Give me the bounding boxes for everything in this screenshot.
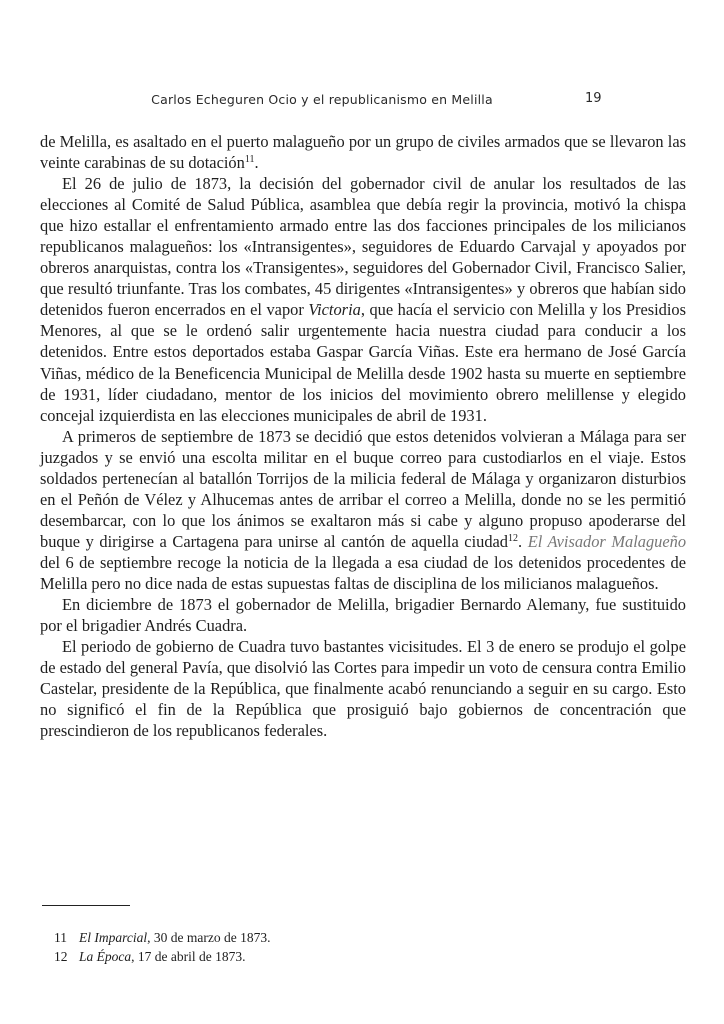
footnote-number: 12 xyxy=(54,949,68,964)
paragraph-text: . xyxy=(518,531,528,551)
footnote-source: La Época xyxy=(79,949,132,964)
footnote-number: 11 xyxy=(54,930,67,945)
paragraph xyxy=(40,173,686,426)
newspaper-name: El Avisador Malagueño xyxy=(527,531,687,551)
footnote-reference: 11 xyxy=(244,154,255,166)
footnotes xyxy=(54,928,654,966)
paragraph-text: El periodo de gobierno de Cuadra tuvo bastantes vicisitudes. El 3 de enero se produjo el golpe de estado del general Pavía, que disolvió las Cortes para impedir un voto de censura contra Emilio Castelar, presidente de la República, que finalmente acabó renunciando a seguir en su cargo. Esto no significó el fin de la República que prosiguió bajo gobiernos de concentración que prescindieron de los republicanos federales. xyxy=(40,637,686,741)
paragraph-text: del 6 de septiembre recoge la noticia de la llegada a esa ciudad de los detenidos procedentes de Melilla pero no dice nada de estas supuestas faltas de disciplina de los milicianos malagueños. xyxy=(40,552,686,593)
paragraph-text: . xyxy=(254,153,259,173)
footnote-divider xyxy=(42,905,130,906)
footnote-text: , 17 de abril de 1873. xyxy=(131,949,246,964)
paragraph-text: En diciembre de 1873 el gobernador de Melilla, brigadier Bernardo Alemany, fue sustituido por el brigadier Andrés Cuadra. xyxy=(40,595,686,636)
footnote-reference: 12 xyxy=(508,532,519,544)
ship-name: Victoria xyxy=(308,300,361,320)
paragraph xyxy=(40,426,686,594)
paragraph-text: de Melilla, es asaltado en el puerto malagueño por un grupo de civiles armados que se llevaron las veinte carabinas de su dotación xyxy=(40,132,686,173)
paragraph-text: El 26 de julio de 1873, la decisión del gobernador civil de anular los resultados de las elecciones al Comité de Salud Pública, asamblea que debía regir la provincia, motivó la chispa que hizo estallar el enfrentamiento armado entre las dos facciones principales de los milicianos republicanos malagueños: los «Intransigentes», seguidores de Eduardo Carvajal y apoyados por obreros anarquistas, contra los «Transigentes», seguidores del Gobernador Civil, Francisco Salier, que resultó triunfante. Tras los combates, 45 dirigentes «Intransigentes» y obreros que habían sido detenidos fueron encerrados en el vapor xyxy=(40,174,686,320)
footnote-text: , 30 de marzo de 1873. xyxy=(147,930,271,945)
running-header: Carlos Echeguren Ocio y el republicanismo en Melilla xyxy=(151,92,493,107)
paragraph xyxy=(40,594,686,636)
paragraph xyxy=(40,636,686,741)
page-number: 19 xyxy=(585,91,602,106)
body-text xyxy=(40,131,686,741)
footnote xyxy=(54,928,654,947)
footnote xyxy=(54,947,654,966)
footnote-source: El Imparcial xyxy=(79,930,148,945)
paragraph-text: , que hacía el servicio con Melilla y los Presidios Menores, al que se le ordenó salir urgentemente hacia nuestra ciudad para conducir a los detenidos. Entre estos deportados estaba Gaspar García Viñas. Este era hermano de José García Viñas, médico de la Beneficencia Municipal de Melilla desde 1902 hasta su muerte en septiembre de 1931, líder ciudadano, mentor de los inicios del movimiento obrero melillense y elegido concejal izquierdista en las elecciones municipales de abril de 1931. xyxy=(40,300,686,425)
paragraph-continuation xyxy=(40,131,686,173)
paragraph-text: A primeros de septiembre de 1873 se decidió que estos detenidos volvieran a Málaga para ser juzgados y se envió una escolta militar en el buque correo para custodiarlos en el viaje. Estos soldados pertenecían al batallón Torrijos de la milicia federal de Málaga y organizaron disturbios en el Peñón de Vélez y Alhucemas antes de arribar el correo a Melilla, donde no se les permitió desembarcar, con lo que los ánimos se exaltaron más si cabe y alguno propuso apoderarse del buque y dirigirse a Cartagena para unirse al cantón de aquella ciudad xyxy=(40,426,686,551)
